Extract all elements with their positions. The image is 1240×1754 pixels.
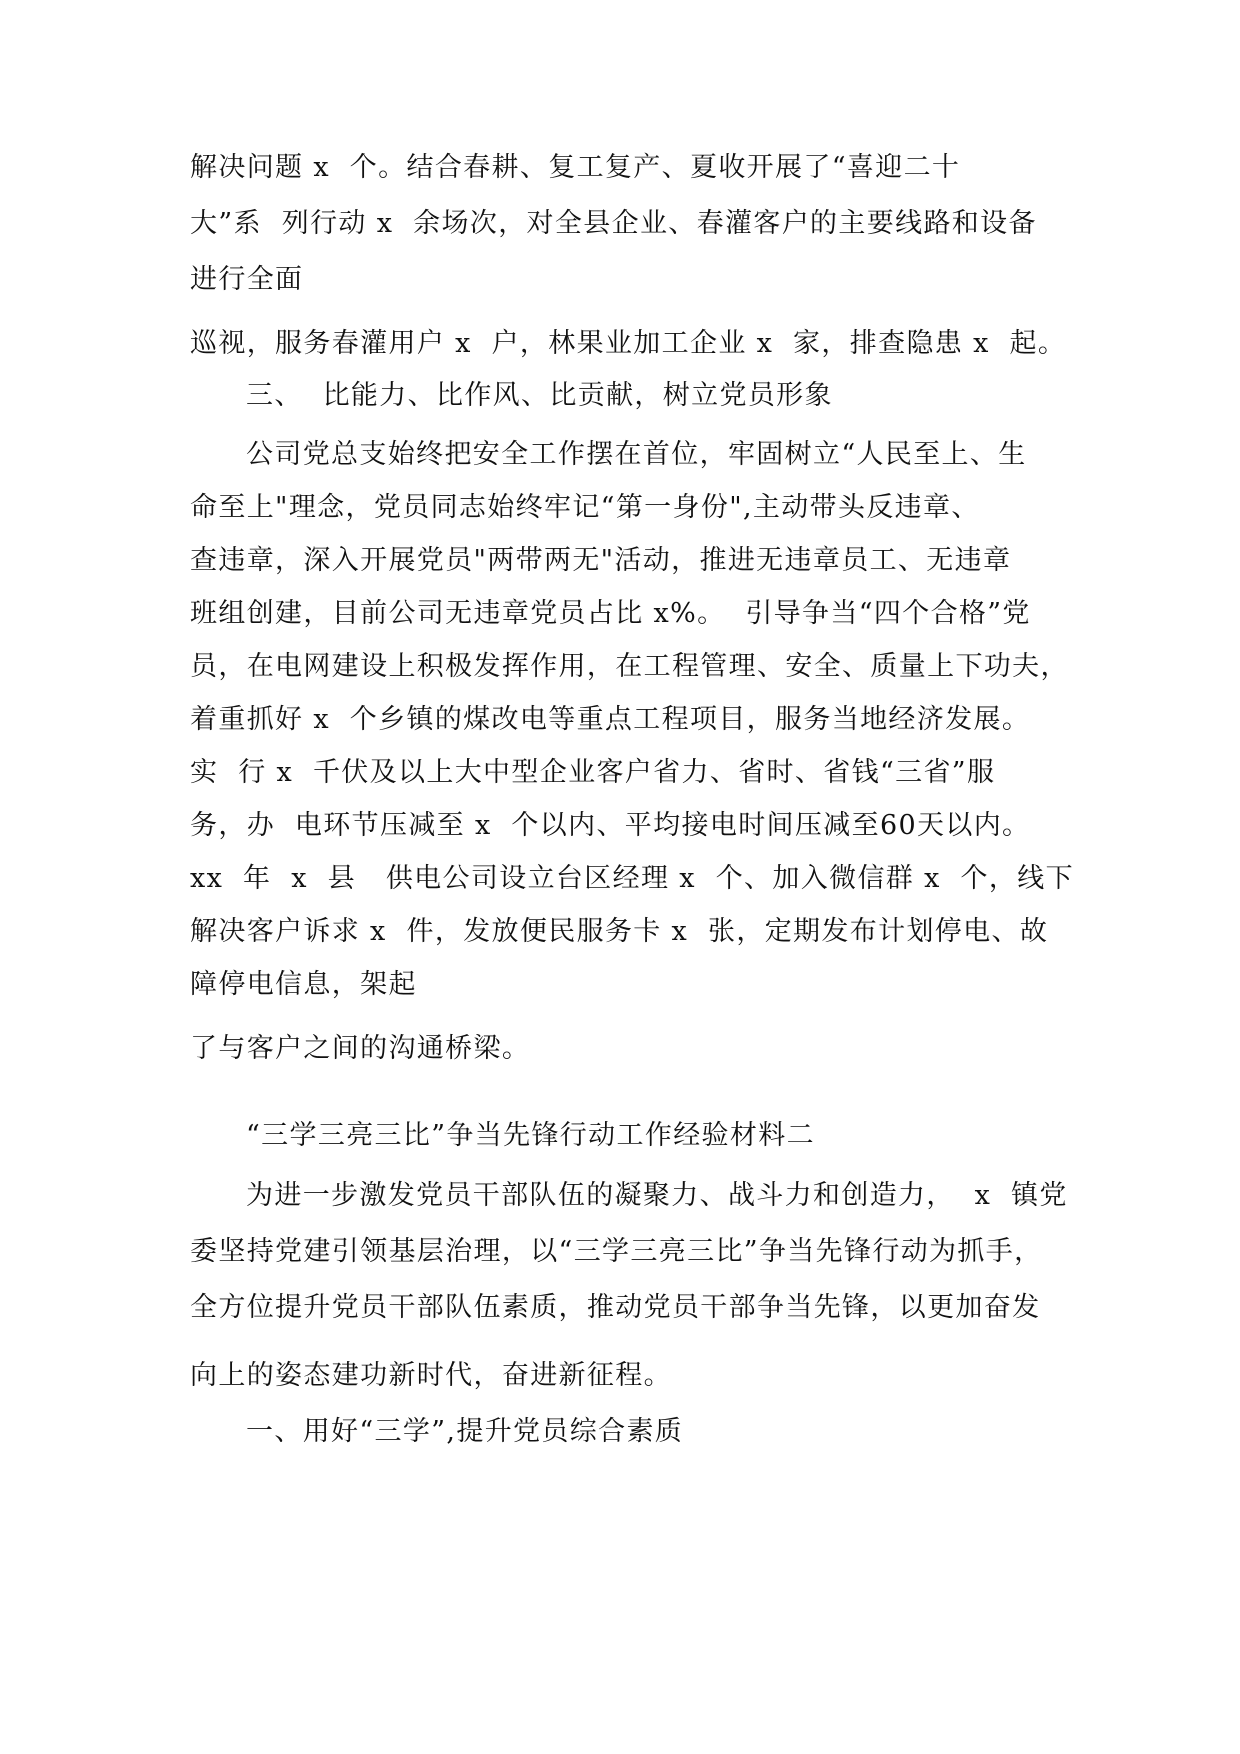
body-text-line: 向上的姿态建功新时代，奋进新征程。 <box>190 1360 672 1391</box>
section-heading: 三、 比能力、比作风、比贡献，树立党员形象 <box>246 380 833 411</box>
body-text-line: 实 行 x 千伏及以上大中型企业客户省力、省时、省钱“三省”服 <box>190 757 996 788</box>
body-text-line: 查违章，深入开展党员"两带两无"活动，推进无违章员工、无违章 <box>190 545 1012 576</box>
body-text-line: 委坚持党建引领基层治理，以“三学三亮三比”争当先锋行动为抓手， <box>190 1236 1043 1267</box>
document-title: “三学三亮三比”争当先锋行动工作经验材料二 <box>246 1120 815 1151</box>
body-text-line: 务，办 电环节压减至 x 个以内、平均接电时间压减至60天以内。 <box>190 810 1031 841</box>
body-text-line: 大”系 列行动 x 余场次，对全县企业、春灌客户的主要线路和设备 <box>190 208 1037 239</box>
body-text-line: 障停电信息，架起 <box>190 969 417 1000</box>
body-text-line: 解决客户诉求 x 件，发放便民服务卡 x 张，定期发布计划停电、故 <box>190 916 1049 947</box>
body-text-line: 班组创建，目前公司无违章党员占比 x%。 引导争当“四个合格”党 <box>190 598 1031 629</box>
body-text-line: 进行全面 <box>190 264 304 295</box>
section-heading: 一、用好“三学”,提升党员综合素质 <box>246 1416 684 1447</box>
body-text-line: 解决问题 x 个。结合春耕、复工复产、夏收开展了“喜迎二十 <box>190 152 961 183</box>
body-text-line: 员，在电网建设上积极发挥作用，在工程管理、安全、质量上下功夫， <box>190 651 1069 682</box>
body-text-line: 着重抓好 x 个乡镇的煤改电等重点工程项目，服务当地经济发展。 <box>190 704 1031 735</box>
body-text-line: 巡视，服务春灌用户 x 户，林果业加工企业 x 家，排查隐患 x 起。 <box>190 328 1067 359</box>
body-text-line: 全方位提升党员干部队伍素质，推动党员干部争当先锋，以更加奋发 <box>190 1292 1041 1323</box>
body-text-line: 了与客户之间的沟通桥梁。 <box>190 1033 531 1064</box>
body-text-line: 公司党总支始终把安全工作摆在首位，牢固树立“人民至上、生 <box>246 439 1027 470</box>
body-text-line: 为进一步激发党员干部队伍的凝聚力、战斗力和创造力， x 镇党 <box>246 1180 1068 1211</box>
body-text-line: 命至上"理念，党员同志始终牢记“第一身份",主动带头反违章、 <box>190 492 980 523</box>
body-text-line: xx 年 x 县 供电公司设立台区经理 x 个、加入微信群 x 个，线下 <box>190 863 1074 894</box>
